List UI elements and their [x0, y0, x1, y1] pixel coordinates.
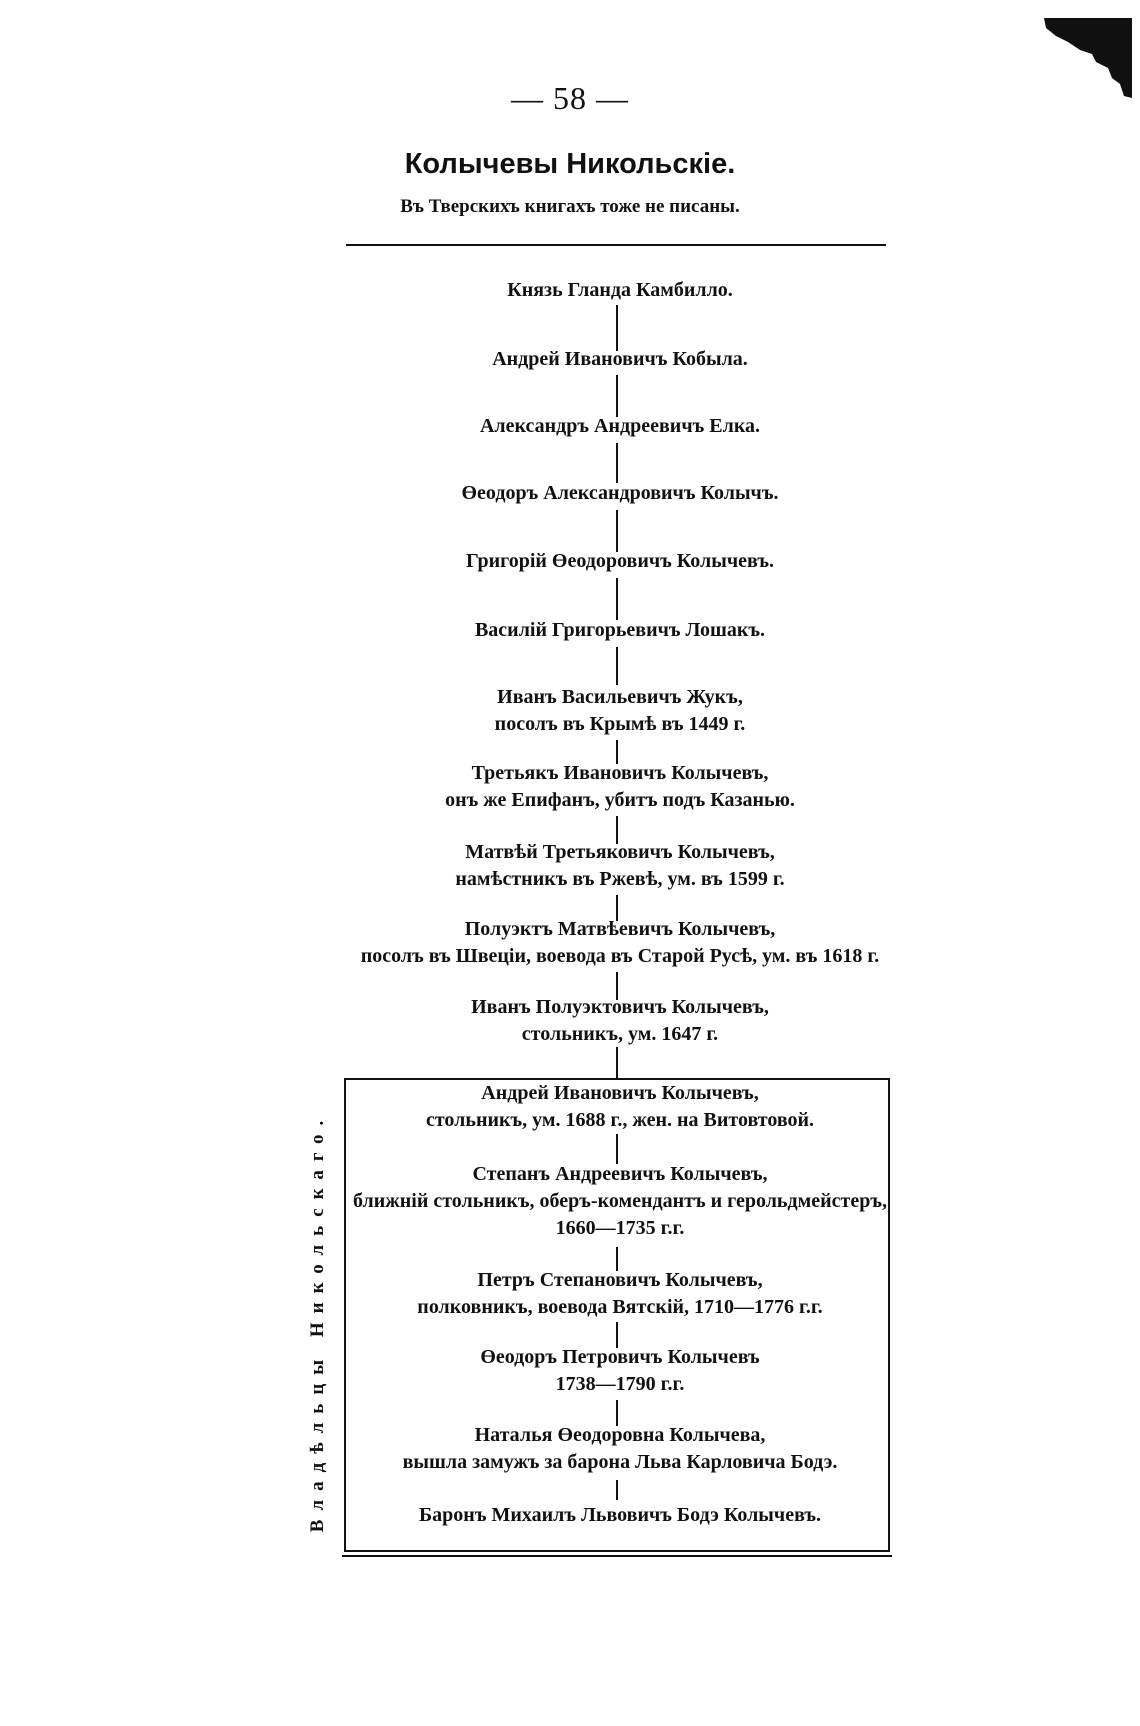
entry-line: Степанъ Андреевичъ Колычевъ,: [472, 1163, 768, 1185]
genealogy-entry: [300, 839, 940, 893]
entry-line: Полуэктъ Матвѣевичъ Колычевъ,: [464, 918, 776, 940]
entry-line: Петръ Степановичъ Колычевъ,: [477, 1269, 763, 1291]
lineage-connector: [616, 510, 618, 552]
entry-line: посолъ въ Швеціи, воевода въ Старой Русѣ, ум. въ 1618 г.: [360, 945, 880, 967]
genealogy-entry: [300, 413, 940, 440]
entry-line: Иванъ Полуэктовичъ Колычевъ,: [471, 996, 769, 1018]
entry-line: Александръ Андреевичъ Елка.: [479, 415, 761, 437]
entry-line: намѣстникъ въ Ржевѣ, ум. въ 1599 г.: [455, 868, 785, 890]
entry-line: Третьякъ Ивановичъ Колычевъ,: [471, 762, 769, 784]
owner-entry: [300, 1344, 940, 1398]
owner-entry: [300, 1422, 940, 1476]
owner-entry: [300, 1502, 940, 1529]
entry-line: Матвѣй Третьяковичъ Колычевъ,: [465, 841, 775, 863]
genealogy-entry: [300, 548, 940, 575]
entry-line: вышла замужъ за барона Льва Карловича Бодэ.: [402, 1451, 838, 1473]
entry-line: Князь Гланда Камбилло.: [507, 279, 733, 301]
entry-line: 1738—1790 г.г.: [555, 1373, 685, 1395]
lineage-connector: [616, 305, 618, 351]
entry-line: Өеодоръ Александровичъ Колычъ.: [461, 482, 779, 504]
owner-entry: [300, 1267, 940, 1321]
title-rule: [346, 244, 886, 246]
entry-line: Баронъ Михаилъ Львовичъ Бодэ Колычевъ.: [418, 1504, 822, 1526]
genealogy-entry: [300, 760, 940, 814]
page-subtitle: Въ Тверскихъ книгахъ тоже не писаны.: [400, 196, 740, 217]
owner-entry: [300, 1161, 940, 1242]
entry-line: Наталья Өеодоровна Колычева,: [474, 1424, 766, 1446]
entry-line: онъ же Епифанъ, убитъ подъ Казанью.: [445, 789, 795, 811]
lineage-connector: [616, 578, 618, 620]
entry-line: Иванъ Васильевичъ Жукъ,: [497, 686, 743, 708]
page-number: — 58 —: [511, 80, 629, 116]
owners-side-label: Владѣльцы Никольскаго.: [307, 1111, 328, 1533]
entry-line: 1660—1735 г.г.: [555, 1217, 685, 1239]
genealogy-entry: [300, 480, 940, 507]
genealogy-entry: [300, 994, 940, 1048]
genealogy-entry: [300, 684, 940, 738]
entry-line: стольникъ, ум. 1688 г., жен. на Витовтовой.: [425, 1109, 815, 1131]
page-title: Колычевы Никольскіе.: [404, 148, 736, 180]
entry-line: Григорій Өеодоровичъ Колычевъ.: [466, 550, 774, 572]
genealogy-entry: [300, 617, 940, 644]
genealogy-entry: [300, 916, 940, 970]
lineage-connector: [616, 1047, 618, 1079]
owner-entry: [300, 1080, 940, 1134]
lineage-connector: [616, 375, 618, 417]
entry-line: Василій Григорьевичъ Лошакъ.: [474, 619, 766, 641]
entry-line: Андрей Ивановичъ Колычевъ,: [481, 1082, 759, 1104]
entry-line: посолъ въ Крымѣ въ 1449 г.: [494, 713, 746, 735]
lineage-connector: [616, 443, 618, 483]
lineage-connector: [616, 647, 618, 685]
entry-line: Өеодоръ Петровичъ Колычевъ: [480, 1346, 760, 1368]
entry-line: ближній стольникъ, оберъ-комендантъ и герольдмейстеръ,: [352, 1190, 887, 1212]
entry-line: Андрей Ивановичъ Кобыла.: [492, 348, 748, 370]
entry-line: полковникъ, воевода Вятскій, 1710—1776 г.г.: [417, 1296, 823, 1318]
entry-line: стольникъ, ум. 1647 г.: [521, 1023, 719, 1045]
genealogy-entry: [300, 346, 940, 373]
genealogy-entry: [300, 277, 940, 304]
